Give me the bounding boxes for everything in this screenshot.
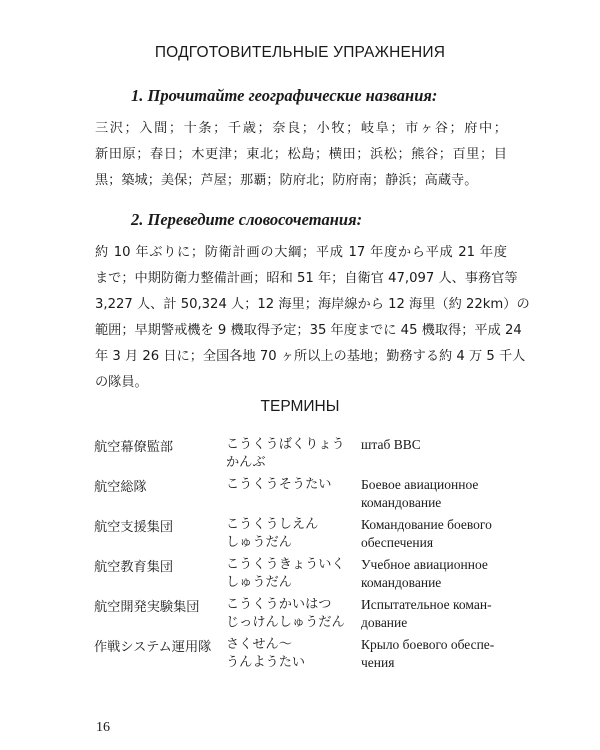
section-1-text: [95, 116, 507, 194]
section-2-text: [95, 240, 530, 396]
term-translation: Боевое авиационное командование: [361, 477, 479, 510]
term-kanji: 航空総隊: [94, 480, 147, 495]
text-line: 範囲；早期警戒機を 9 機取得予定；35 年度までに 45 機取得；平成 24: [95, 323, 522, 338]
text-line: まで；中期防衛力整備計画；昭和 51 年；自衛官 47,097 人、事務官等: [95, 271, 518, 286]
page-number: 16: [96, 720, 110, 735]
text-line: 約 10 年ぶりに；防衛計画の大綱；平成 17 年度から平成 21 年度: [95, 245, 507, 260]
term-row: [94, 516, 514, 556]
section-1-title: 1. Прочитайте географические названия:: [131, 86, 438, 105]
page-heading: ПОДГОТОВИТЕЛЬНЫЕ УПРАЖНЕНИЯ: [154, 44, 446, 61]
text-line: 年 3 月 26 日に；全国各地 70 ヶ所以上の基地；勤務する約 4 万 5 千人: [95, 349, 526, 364]
term-row: [94, 436, 514, 476]
term-kanji: 作戦システム運用隊: [94, 640, 212, 655]
term-reading: さくせん～ うんようたい: [226, 637, 306, 670]
text-line: 三沢；入間；十条；千歳；奈良；小牧；岐阜；市ヶ谷；府中；: [95, 121, 507, 136]
term-kanji: 航空開発実験集団: [94, 600, 200, 615]
terms-heading: ТЕРМИНЫ: [260, 398, 340, 415]
term-row: [94, 556, 514, 596]
term-translation: Учебное авиационное командование: [361, 557, 488, 590]
term-reading: こうくうそうたい: [226, 477, 332, 492]
term-kanji: 航空支援集団: [94, 520, 174, 535]
term-reading: こうくうしえん しゅうだん: [226, 517, 319, 550]
term-reading: こうくうかいはつ じっけんしゅうだん: [226, 597, 345, 630]
term-translation: штаб ВВС: [361, 437, 421, 452]
term-row: [94, 636, 514, 676]
term-translation: Испытательное коман- дование: [361, 597, 492, 630]
text-line: の隊員。: [95, 375, 148, 390]
term-translation: Командование боевого обеспечения: [361, 517, 492, 550]
term-reading: こうくうきょういく しゅうだん: [226, 557, 345, 590]
term-kanji: 航空教育集団: [94, 560, 174, 575]
section-2-title: 2. Переведите словосочетания:: [131, 210, 363, 229]
term-translation: Крыло боевого обеспе- чения: [361, 637, 495, 670]
text-line: 3,227 人、計 50,324 人；12 海里；海岸線から 12 海里（約 22km）の: [95, 297, 530, 312]
term-row: [94, 476, 514, 516]
text-line: 黒；築城；美保；芦屋；那覇；防府北；防府南；静浜；高蔵寺。: [95, 173, 478, 188]
term-kanji: 航空幕僚監部: [94, 440, 174, 455]
term-row: [94, 596, 514, 636]
term-reading: こうくうばくりょう かんぶ: [226, 437, 345, 470]
text-line: 新田原；春日；木更津；東北；松島；横田；浜松；熊谷；百里；目: [95, 147, 507, 162]
